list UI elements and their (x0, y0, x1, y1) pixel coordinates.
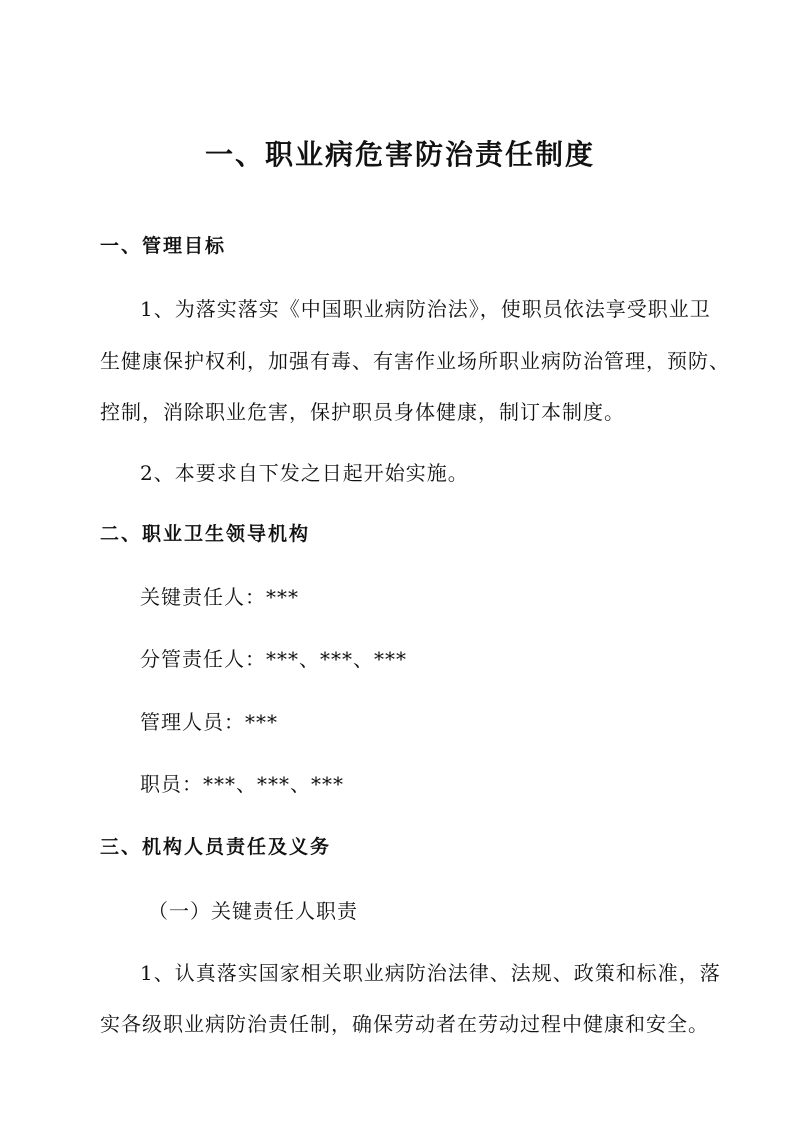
section-heading-leadership: 二、职业卫生领导机构 (100, 523, 311, 545)
leadership-entry: 管理人员：*** (140, 710, 278, 734)
paragraph-line: 生健康保护权利，加强有毒、有害作业场所职业病防治管理，预防、 (100, 349, 730, 373)
paragraph-line: 1、认真落实国家相关职业病防治法律、法规、政策和标准，落 (140, 961, 721, 985)
subsection-heading: （一）关键责任人职责 (148, 899, 358, 923)
paragraph-line: 1、为落实落实《中国职业病防治法》，使职员依法享受职业卫 (140, 297, 711, 321)
leadership-entry: 职员：***、***、*** (140, 772, 344, 796)
section-heading-management-goals: 一、管理目标 (100, 235, 227, 257)
paragraph-line: 2、本要求自下发之日起开始实施。 (140, 461, 469, 485)
leadership-entry: 分管责任人：***、***、*** (140, 647, 407, 671)
paragraph-line: 控制，消除职业危害，保护职员身体健康，制订本制度。 (100, 400, 625, 424)
section-heading-responsibilities: 三、机构人员责任及义务 (100, 836, 332, 858)
paragraph-line: 实各级职业病防治责任制，确保劳动者在劳动过程中健康和安全。 (100, 1012, 709, 1036)
document-title: 一、职业病危害防治责任制度 (204, 138, 595, 171)
leadership-entry: 关键责任人：*** (140, 585, 299, 609)
